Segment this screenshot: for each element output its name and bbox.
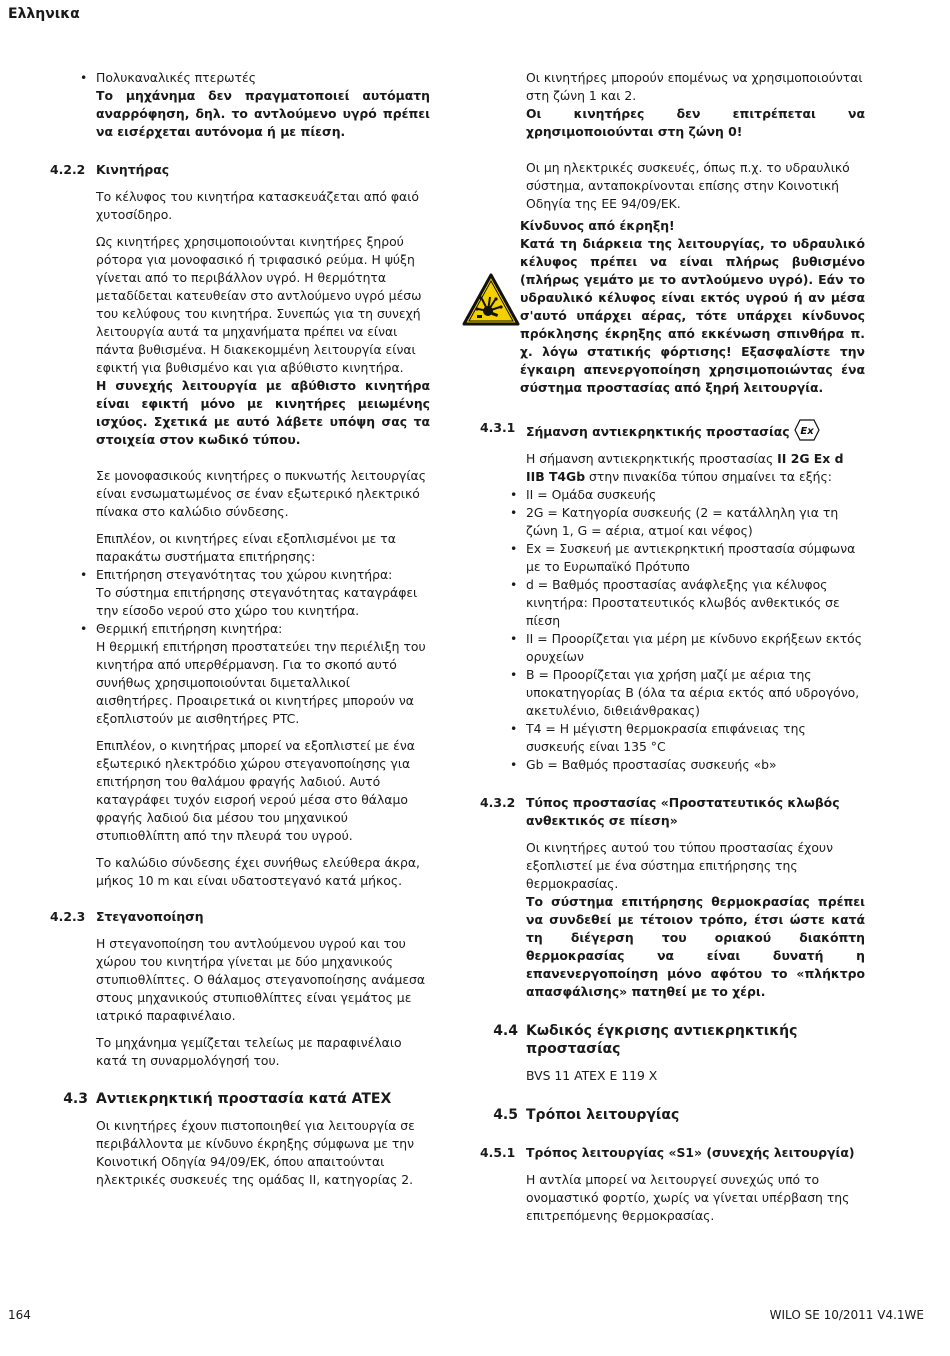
monitoring-list	[50, 566, 430, 728]
paragraph: Το καλώδιο σύνδεσης έχει συνήθως ελεύθερα άκρα, μήκος 10 m και είναι υδατοστεγανό κατά μήκος.	[96, 855, 420, 888]
section-heading-4-3-1	[480, 419, 865, 446]
section-heading-4-5	[480, 1106, 865, 1124]
list-item: • Gb = Βαθμός προστασίας συσκευής «b»	[480, 756, 865, 774]
list-item	[50, 566, 430, 620]
list-item: • 2G = Κατηγορία συσκευής (2 = κατάλληλη για τη ζώνη 1, G = αέρια, ατμοί και νέφος)	[480, 504, 865, 540]
document-id: WILO SE 10/2011 V4.1WE	[769, 1308, 924, 1322]
list-item: • II = Ομάδα συσκευής	[480, 486, 865, 504]
right-column	[480, 69, 865, 1225]
bold-note: Οι κινητήρες δεν επιτρέπεται να χρησιμοποιούνται στη ζώνη 0!	[526, 106, 865, 139]
paragraph: Επιπλέον, οι κινητήρες είναι εξοπλισμένοι με τα παρακάτω συστήματα επιτήρησης:	[96, 531, 396, 564]
explosion-warning	[480, 217, 865, 397]
section-number: 4.3.2	[480, 795, 516, 810]
paragraph: Η στεγανοποίηση του αντλούμενου υγρού και του χώρου του κινητήρα γίνεται με δύο μηχανικούς στυπιοθλίπτες. Ο θάλαμος στεγανοποίησης ανάμεσα στους μηχανικούς στυπιοθλίπτες είναι γεμάτος με ιατρικό παραφινέλαιο.	[96, 936, 426, 1023]
paragraph: Σε μονοφασικούς κινητήρες ο πυκνωτής λειτουργίας είναι ενσωματωμένος σε έναν εξωτερικό ηλεκτρικό πίνακα στο καλώδιο σύνδεσης.	[96, 468, 426, 519]
paragraph: Επιπλέον, ο κινητήρας μπορεί να εξοπλιστεί με ένα εξωτερικό ηλεκτρόδιο χώρου στεγανοποίησης για επιτήρηση του θαλάμου φραγής λαδιού. Αυτό καταγράφει τυχόν εισροή νερού μέσα στο θάλαμο φραγής λαδιού δια μέσου του μηχανικού στυπιοθλίπτη από την πλευρά του υγρού.	[96, 738, 415, 843]
list-item-title: • Θερμική επιτήρηση κινητήρα:	[96, 621, 283, 636]
bold-note: Το σύστημα επιτήρησης θερμοκρασίας πρέπει να συνδεθεί με τέτοιον τρόπο, έτσι ώστε κατά τη διέγερση του οριακού διακόπτη θερμοκρασίας να είναι δυνατή η επανενεργοποίηση μόνο αφότου το «πλήκτρο απασφάλισης» πατηθεί με το χέρι.	[526, 894, 865, 999]
list-item	[50, 69, 430, 141]
section-title: Στεγανοποίηση	[96, 909, 204, 924]
left-column	[50, 69, 430, 1189]
list-item-text: Η θερμική επιτήρηση προστατεύει την περιέλιξη του κινητήρα από υπερθέρμανση. Για το σκοπό αυτό συνήθως χρησιμοποιούνται διμεταλλικοί αισθητήρες. Προαιρετικά οι κινητήρες μπορούν να εξοπλιστούν με αισθητήρες PTC.	[96, 639, 426, 726]
ex-label: Ex	[800, 426, 814, 437]
ex-hexagon-icon	[794, 419, 820, 446]
section-heading-4-2-3	[50, 908, 430, 926]
section-title: Κωδικός έγκρισης αντιεκρηκτικής προστασίας	[526, 1023, 798, 1057]
list-item: • II = Προορίζεται για μέρη με κίνδυνο εκρήξεων εκτός ορυχείων	[480, 630, 865, 666]
list-item: • Ex = Συσκευή με αντιεκρηκτική προστασία σύμφωνα με το Ευρωπαϊκό Πρότυπο	[480, 540, 865, 576]
paragraph: Οι κινητήρες μπορούν επομένως να χρησιμοποιούνται στη ζώνη 1 και 2.	[526, 70, 863, 103]
section-title: Τρόπος λειτουργίας «S1» (συνεχής λειτουργία)	[526, 1145, 855, 1160]
section-number: 4.5	[493, 1107, 518, 1123]
paragraph: Οι κινητήρες αυτού του τύπου προστασίας έχουν εξοπλιστεί με ένα σύστημα επιτήρησης της θερμοκρασίας.	[526, 840, 833, 891]
section-number: 4.2.3	[50, 909, 86, 924]
paragraph: Το μηχάνημα γεμίζεται τελείως με παραφινέλαιο κατά τη συναρμολόγησή του.	[96, 1035, 402, 1068]
paragraph: Οι κινητήρες έχουν πιστοποιηθεί για λειτουργία σε περιβάλλοντα με κίνδυνο έκρηξης σύμφωνα με την Κοινοτική Οδηγία 94/09/ΕΚ, όπου απαιτούνται ηλεκτρικές συσκευές της ομάδας II, κατηγορίας 2.	[96, 1118, 415, 1187]
bullet-title: • Πολυκαναλικές πτερωτές	[96, 70, 256, 85]
section-heading-4-5-1	[480, 1144, 865, 1162]
section-heading-4-3	[50, 1090, 430, 1108]
warning-body: Κατά τη διάρκεια της λειτουργίας, το υδραυλικό κέλυφος πρέπει να είναι πλήρως βυθισμένο (πλήρως γεμάτο με το αντλούμενο υγρό). Εάν το υδραυλικό κέλυφος είναι εκτός υγρού ή αν μέσα σ'αυτό υπάρχει αέρας, τότε υπάρχει κίνδυνος πρόκλησης έκρηξης από εκκένωση σπινθήρα π. χ. λόγω στατικής φόρτισης! Εξασφαλίστε την έγκαιρη απενεργοποίηση χρησιμοποιώντας ένα σύστημα προστασίας από ξηρή λειτουργία.	[520, 236, 865, 395]
list-item: • B = Προορίζεται για χρήση μαζί με αέρια της υποκατηγορίας B (όλα τα αέρια εκτός από υδρογόνο, ακετυλένιο, διθειάνθρακας)	[480, 666, 865, 720]
impeller-bullet-list	[50, 69, 430, 141]
list-item-text: Το σύστημα επιτήρησης στεγανότητας καταγράφει την είσοδο νερού στο χώρο του κινητήρα.	[96, 585, 418, 618]
bullet-bold-note: Το μηχάνημα δεν πραγματοποιεί αυτόματη αναρρόφηση, δηλ. το αντλούμενο υγρό πρέπει να εισέρχεται αυτόνομα ή με πίεση.	[96, 88, 430, 139]
paragraph: Ως κινητήρες χρησιμοποιούνται κινητήρες ξηρού ρότορα για μονοφασικό ή τριφασικό ρεύμα. Η ψύξη γίνεται από το περιβάλλον υγρό. Η θερμότητα μεταδίδεται κατευθείαν στο αντλούμενο υγρό μέσω του κελύφους του κινητήρα. Συνεπώς για τη συνεχή λειτουργία αυτά τα μηχανήματα πρέπει να είναι πάντα βυθισμένα. Η διακεκομμένη λειτουργία είναι εφικτή για βυθισμένο και για αβύθιστο κινητήρα.	[96, 234, 422, 375]
list-item: • d = Βαθμός προστασίας ανάφλεξης για κέλυφος κινητήρα: Προστατευτικός κλωβός ανθεκτικός σε πίεση	[480, 576, 865, 630]
section-title: Σήμανση αντιεκρηκτικής προστασίας Ex	[526, 419, 820, 446]
section-number: 4.5.1	[480, 1145, 516, 1160]
section-heading-4-4	[480, 1022, 865, 1058]
page-number: 164	[8, 1308, 31, 1322]
approval-code: BVS 11 ATEX E 119 X	[526, 1068, 658, 1083]
paragraph: Το κέλυφος του κινητήρα κατασκευάζεται από φαιό χυτοσίδηρο.	[96, 189, 420, 222]
marking-code: II 2G Ex d IIB T4Gb	[526, 451, 844, 484]
section-number: 4.3	[63, 1091, 88, 1107]
list-item: • T4 = Η μέγιστη θερμοκρασία επιφάνειας της συσκευής είναι 135 °C	[480, 720, 865, 756]
warning-title: Κίνδυνος από έκρηξη!	[520, 218, 675, 233]
section-number: 4.3.1	[480, 420, 516, 435]
marking-list	[480, 486, 865, 774]
section-title: Τύπος προστασίας «Προστατευτικός κλωβός ανθεκτικός σε πίεση»	[526, 795, 840, 828]
section-number: 4.2.2	[50, 162, 86, 177]
explosion-hazard-icon	[462, 217, 508, 332]
language-header: Ελληνικα	[8, 6, 80, 22]
section-number: 4.4	[493, 1023, 518, 1039]
section-title: Τρόποι λειτουργίας	[526, 1107, 680, 1123]
section-heading-4-2-2	[50, 161, 430, 179]
list-item	[50, 620, 430, 728]
warning-text-block	[508, 217, 865, 397]
marking-intro: Η σήμανση αντιεκρηκτικής προστασίας II 2G Ex d IIB T4Gb στην πινακίδα τύπου σημαίνει τα εξής:	[526, 451, 844, 484]
paragraph: Οι μη ηλεκτρικές συσκευές, όπως π.χ. το υδραυλικό σύστημα, ανταποκρίνονται επίσης στην Κοινοτική Οδηγία της ΕΕ 94/09/ΕΚ.	[526, 160, 850, 211]
bold-note: Η συνεχής λειτουργία με αβύθιστο κινητήρα είναι εφικτή μόνο με κινητήρες μειωμένης ισχύος. Σχετικά με αυτό λάβετε υπόψη σας τα στοιχεία στον κωδικό τύπου.	[96, 378, 430, 447]
section-heading-4-3-2	[480, 794, 865, 830]
section-title: Αντιεκρηκτική προστασία κατά ATEX	[96, 1091, 392, 1107]
section-title: Κινητήρας	[96, 162, 170, 177]
list-item-title: • Επιτήρηση στεγανότητας του χώρου κινητήρα:	[96, 567, 393, 582]
paragraph: Η αντλία μπορεί να λειτουργεί συνεχώς υπό το ονομαστικό φορτίο, χωρίς να γίνεται υπέρβαση της επιτρεπόμενης θερμοκρασίας.	[526, 1172, 850, 1223]
